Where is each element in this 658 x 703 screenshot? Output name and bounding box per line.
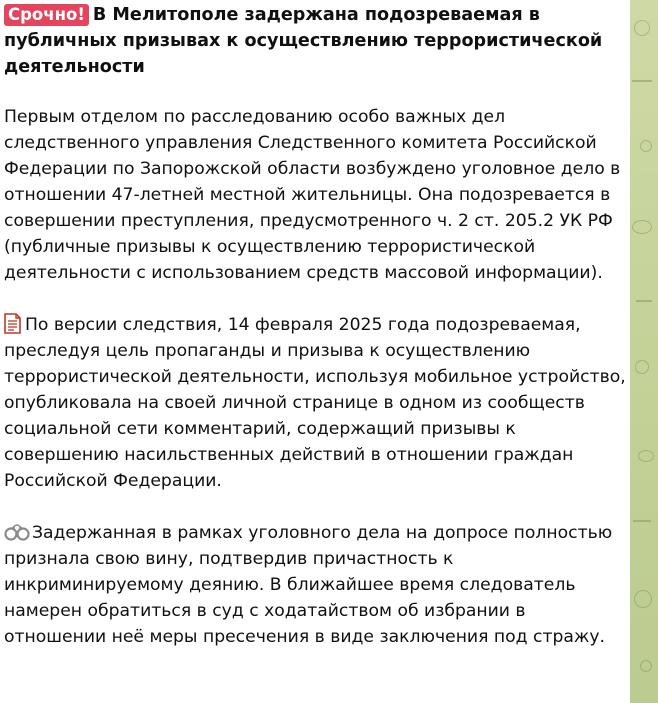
pattern-doodle xyxy=(640,660,652,672)
pattern-doodle xyxy=(638,450,654,462)
post-title xyxy=(4,2,604,80)
pattern-doodle xyxy=(633,520,651,522)
paragraph-case-opened: Первым отделом по расследованию особо важных дел следственного управления Следственного комитета Российской Федерации по Запорожской области возбуждено уголовное дело в отношении 47-летней местной жительницы. Она подозревается в совершении преступления, предусмотренного ч. 2 ст. 205.2 УК РФ (публичные призывы к осуществлению террористической деятельности с использованием средств массовой информации). xyxy=(4,107,621,283)
chat-background-pattern xyxy=(630,0,658,703)
post-title-text: В Мелитополе задержана подозреваемая в публичных призывах к осуществлению террористической деятельности xyxy=(4,5,603,77)
handcuffs-icon xyxy=(4,520,30,542)
document-icon xyxy=(4,313,21,334)
urgent-badge: Срочно! xyxy=(4,4,89,26)
pattern-doodle xyxy=(640,140,652,152)
pattern-doodle xyxy=(636,300,652,302)
paragraph-investigation-text: По версии следствия, 14 февраля 2025 года подозреваемая, преследуя цель пропаганды и призыва к осуществлению террористической деятельности, используя мобильное устройство, опубликовала на своей личной странице в одном из сообществ социальной сети комментарий, содержащий призывы к совершению насильственных действий в отношении граждан Российской Федерации. xyxy=(4,315,626,491)
pattern-doodle xyxy=(634,590,652,608)
paragraph-investigation xyxy=(4,312,628,494)
pattern-doodle xyxy=(632,220,652,234)
pattern-doodle xyxy=(635,360,649,374)
paragraph-detention xyxy=(4,520,628,650)
paragraph-detention-text: Задержанная в рамках уголовного дела на допросе полностью признала свою вину, подтвердив причастность к инкриминируемому деянию. В ближайшее время следователь намерен обратиться в суд с ходатайством об избрании в отношении неё меры пресечения в виде заключения под стражу. xyxy=(4,523,613,647)
pattern-doodle xyxy=(634,20,650,36)
pattern-doodle xyxy=(632,80,652,82)
